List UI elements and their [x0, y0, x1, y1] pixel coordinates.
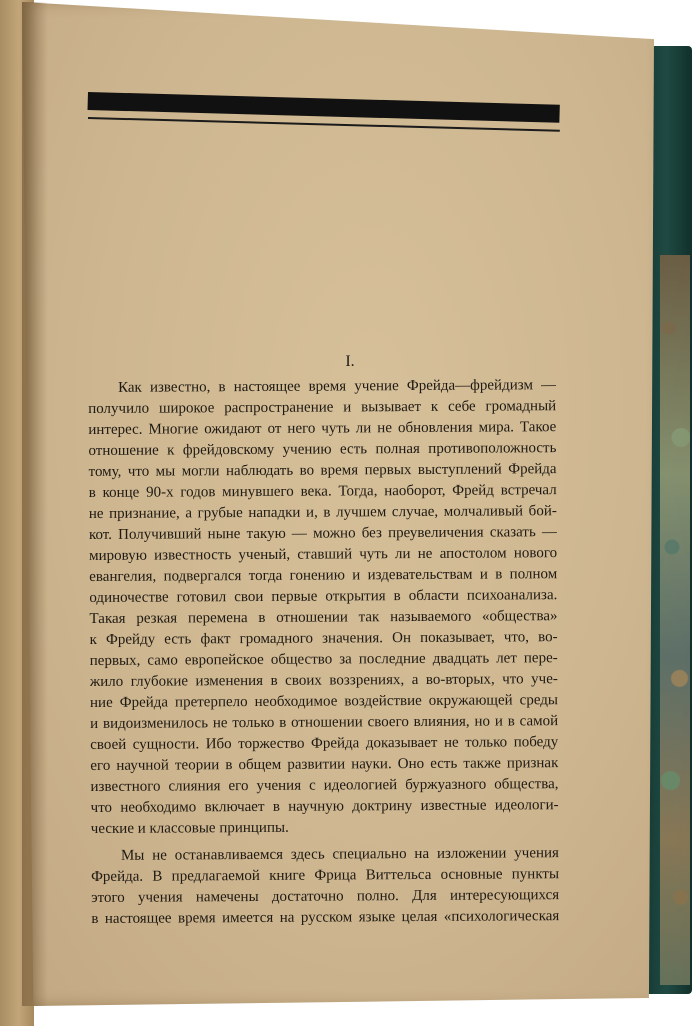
text-line: и видоизменилось не только в отношении своего влияния, но и в самой — [90, 713, 559, 732]
body-text — [88, 375, 559, 930]
text-line: тому, что мы могли наблюдать во время первых выступлений Фрейда — [88, 461, 557, 480]
text-line: этого учения намечены достаточно полно. Для интересующихся — [91, 887, 560, 906]
text-line: в конце 90-х годов минувшего века. Тогда, наоборот, Фрейд встречал — [88, 482, 557, 501]
text-line: его научной теории в общем развитии науки. Оно есть также признак — [90, 755, 559, 774]
text-line: что необходимо включает в научную доктрину известные идеологи- — [90, 797, 559, 816]
text-line: к Фрейду есть факт громадного значения. Он показывает, что, во- — [89, 629, 558, 648]
text-line: Такая резкая перемена в отношении так называемого «общества» — [89, 608, 558, 627]
text-line: одиночестве готовил свои первые открытия в области психоанализа. — [89, 587, 558, 606]
text-line: получило широкое распространение и вызывает к себе громадный — [88, 398, 557, 417]
text-line: мировую известность ученый, ставший чуть ли не апостолом нового — [89, 545, 558, 564]
text-line: Как известно, в настоящее время учение Фрейда—фрейдизм — — [118, 377, 557, 396]
text-line: жило глубокие изменения в своих воззрениях, а во-вторых, что уче- — [89, 671, 558, 690]
text-line: евангелия, подвергался тогда гонению и издевательствам и в полном — [89, 566, 558, 585]
text-line: ние Фрейда претерпело необходимое воздействие окружающей среды — [89, 692, 559, 711]
text-line: известного слияния его учения с идеологией буржуазного общества, — [90, 776, 559, 795]
text-line: первых, само европейское общество за последние двадцать лет пере- — [89, 650, 558, 669]
text-line: отношение к фрейдовскому учению есть полная противоположность — [88, 440, 557, 459]
marbled-edge — [660, 255, 690, 985]
chapter-number: I. — [345, 353, 355, 370]
text-line: ческие и классовые принципы. — [90, 819, 289, 837]
text-line: Мы не останавливаемся здесь специально на изложении учения — [120, 845, 559, 864]
gutter-shadow — [22, 2, 48, 1006]
text-line: кот. Получивший ныне такую — можно без преувеличения сказать — — [88, 524, 557, 543]
text-line: интерес. Многие ожидают от него чуть ли не обновления мира. Такое — [88, 419, 557, 438]
text-line: в настоящее время имеется на русском языке целая «психологическая — [91, 908, 560, 927]
text-line: Фрейда. В предлагаемой книге Фрица Виттельса основные пункты — [90, 866, 560, 885]
text-line: не признание, а грубые нападки и, в лучшем случае, молчаливый бой- — [88, 503, 557, 522]
text-line: своей сущности. Ибо торжество Фрейда доказывает не только победу — [90, 734, 559, 753]
